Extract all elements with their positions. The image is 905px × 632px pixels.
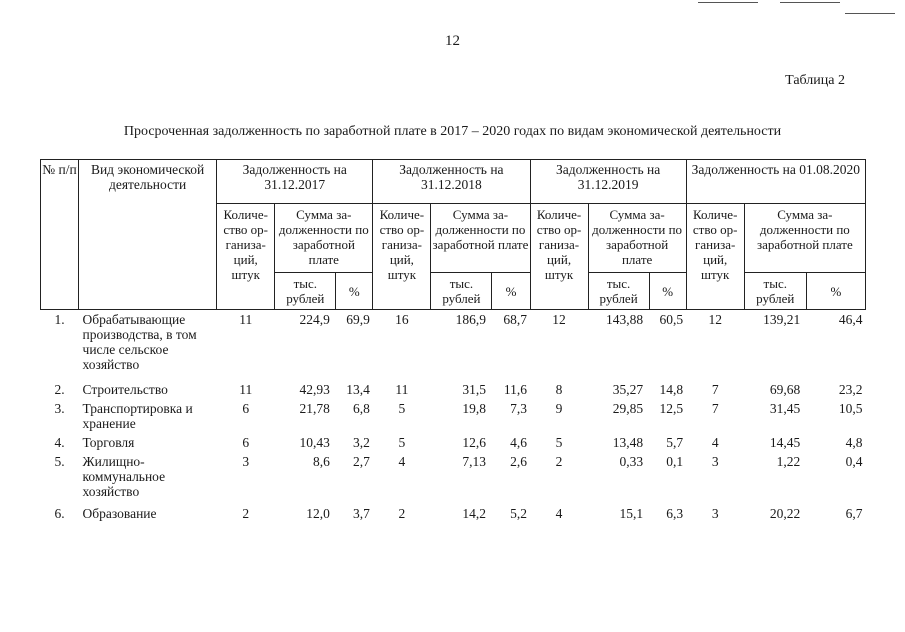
header-sum: Сумма за-долженности по заработной плате: [275, 204, 373, 273]
sum-cell: 20,22: [769, 505, 801, 521]
table-row: [41, 380, 866, 399]
sum-cell: 42,93: [299, 381, 330, 397]
sum-cell: 21,78: [299, 400, 330, 416]
activity-name: Транспортировка и хранение: [82, 400, 193, 431]
percent-cell: 6,8: [352, 400, 370, 416]
debt-table: [40, 159, 866, 534]
header-thousand-rub: тыс. рублей: [431, 273, 492, 310]
percent-cell: 46,4: [838, 312, 863, 327]
activity-name: Строительство: [82, 381, 168, 397]
table-row: [41, 399, 866, 433]
percent-cell: 13,4: [346, 381, 370, 397]
header-count: Количе-ство ор-ганиза-ций, штук: [530, 204, 588, 310]
count-cell: 4: [711, 434, 719, 450]
sum-cell: 8,6: [312, 453, 330, 469]
percent-cell: 6,7: [845, 505, 863, 521]
percent-cell: 4,8: [845, 434, 863, 450]
header-num: № п/п: [41, 160, 79, 310]
percent-cell: 3,2: [352, 434, 370, 450]
sum-cell: 10,43: [299, 434, 330, 450]
row-number: 5.: [54, 453, 65, 469]
table-row: [41, 433, 866, 452]
percent-cell: 2,6: [510, 453, 527, 469]
header-count: Количе-ство ор-ганиза-ций, штук: [217, 204, 275, 310]
header-percent: %: [492, 273, 530, 310]
percent-cell: 11,6: [503, 381, 527, 397]
percent-cell: 0,4: [845, 453, 863, 469]
percent-cell: 23,2: [838, 381, 863, 397]
count-cell: 9: [555, 400, 563, 416]
page-number: 12: [445, 33, 460, 49]
table-header: [41, 160, 866, 310]
count-cell: 4: [555, 505, 563, 521]
sum-cell: 69,68: [769, 381, 801, 397]
percent-cell: 12,5: [659, 400, 684, 416]
percent-cell: 5,2: [510, 505, 527, 521]
document-title: Просроченная задолженность по заработной плате в 2017 – 2020 годах по видам экономической деятельности: [123, 124, 782, 139]
header-sum: Сумма за-долженности по заработной плате: [588, 204, 686, 273]
activity-name: Обрабатывающие производства, в том числе сельское хозяйство: [82, 312, 197, 372]
count-cell: 3: [242, 453, 250, 469]
header-thousand-rub: тыс. рублей: [275, 273, 336, 310]
sum-cell: 19,8: [462, 400, 486, 416]
percent-cell: 10,5: [838, 400, 863, 416]
sum-cell: 7,13: [462, 453, 486, 469]
row-number: 3.: [54, 400, 65, 416]
sum-cell: 29,85: [612, 400, 644, 416]
scan-mark: [780, 2, 840, 3]
row-number: 1.: [54, 312, 65, 327]
percent-cell: 7,3: [510, 400, 527, 416]
percent-cell: 0,1: [666, 453, 684, 469]
count-cell: 6: [242, 400, 250, 416]
row-number: 4.: [54, 434, 65, 450]
count-cell: 12: [708, 312, 722, 327]
percent-cell: 4,6: [510, 434, 527, 450]
count-cell: 5: [555, 434, 563, 450]
count-cell: 7: [711, 381, 719, 397]
header-count: Количе-ство ор-ганиза-ций, штук: [686, 204, 744, 310]
count-cell: 7: [711, 400, 719, 416]
sum-cell: 31,45: [769, 400, 801, 416]
sum-cell: 14,45: [769, 434, 801, 450]
count-cell: 11: [239, 312, 253, 327]
count-cell: 2: [555, 453, 563, 469]
header-activity: Вид экономической деятельности: [79, 160, 217, 310]
sum-cell: 15,1: [619, 505, 644, 521]
sum-cell: 224,9: [299, 312, 330, 327]
sum-cell: 12,0: [306, 505, 330, 521]
count-cell: 16: [395, 312, 409, 327]
sum-cell: 143,88: [606, 312, 644, 327]
percent-cell: 6,3: [666, 505, 684, 521]
sum-cell: 12,6: [462, 434, 486, 450]
sum-cell: 14,2: [462, 505, 486, 521]
table-row: [41, 310, 866, 380]
percent-cell: 68,7: [503, 312, 527, 327]
sum-cell: 13,48: [612, 434, 644, 450]
header-period: Задолженность на 31.12.2019: [530, 160, 686, 204]
header-percent: %: [806, 273, 865, 310]
percent-cell: 69,9: [346, 312, 370, 327]
count-cell: 3: [711, 453, 719, 469]
header-sum: Сумма за-долженности по заработной плате: [431, 204, 530, 273]
sum-cell: 35,27: [612, 381, 644, 397]
activity-name: Образование: [82, 505, 157, 521]
row-number: 2.: [54, 381, 65, 397]
table-body: [41, 310, 866, 534]
count-cell: 6: [242, 434, 250, 450]
sum-cell: 0,33: [619, 453, 644, 469]
scan-mark: [698, 2, 758, 3]
count-cell: 5: [398, 400, 406, 416]
scan-mark: [845, 13, 895, 14]
sum-cell: 139,21: [763, 312, 801, 327]
sum-cell: 31,5: [462, 381, 486, 397]
header-period: Задолженность на 31.12.2018: [373, 160, 530, 204]
header-thousand-rub: тыс. рублей: [588, 273, 649, 310]
count-cell: 11: [239, 381, 253, 397]
count-cell: 8: [555, 381, 563, 397]
count-cell: 3: [711, 505, 719, 521]
row-number: 6.: [54, 505, 65, 521]
percent-cell: 60,5: [659, 312, 684, 327]
table-label: Таблица 2: [785, 73, 845, 88]
activity-name: Торговля: [82, 434, 135, 450]
percent-cell: 5,7: [666, 434, 684, 450]
count-cell: 12: [552, 312, 566, 327]
count-cell: 2: [398, 505, 406, 521]
table-row: [41, 452, 866, 504]
percent-cell: 2,7: [352, 453, 370, 469]
header-sum: Сумма за-долженности по заработной плате: [744, 204, 865, 273]
header-period: Задолженность на 31.12.2017: [217, 160, 373, 204]
header-count: Количе-ство ор-ганиза-ций, штук: [373, 204, 431, 310]
header-percent: %: [649, 273, 686, 310]
header-thousand-rub: тыс. рублей: [744, 273, 806, 310]
activity-name: Жилищно-коммунальное хозяйство: [82, 453, 166, 499]
sum-cell: 186,9: [455, 312, 486, 327]
count-cell: 2: [242, 505, 250, 521]
count-cell: 5: [398, 434, 406, 450]
table-row: [41, 504, 866, 534]
percent-cell: 3,7: [352, 505, 370, 521]
header-period: Задолженность на 01.08.2020: [686, 160, 865, 204]
percent-cell: 14,8: [659, 381, 684, 397]
sum-cell: 1,22: [776, 453, 801, 469]
count-cell: 4: [398, 453, 406, 469]
header-percent: %: [336, 273, 373, 310]
count-cell: 11: [395, 381, 409, 397]
